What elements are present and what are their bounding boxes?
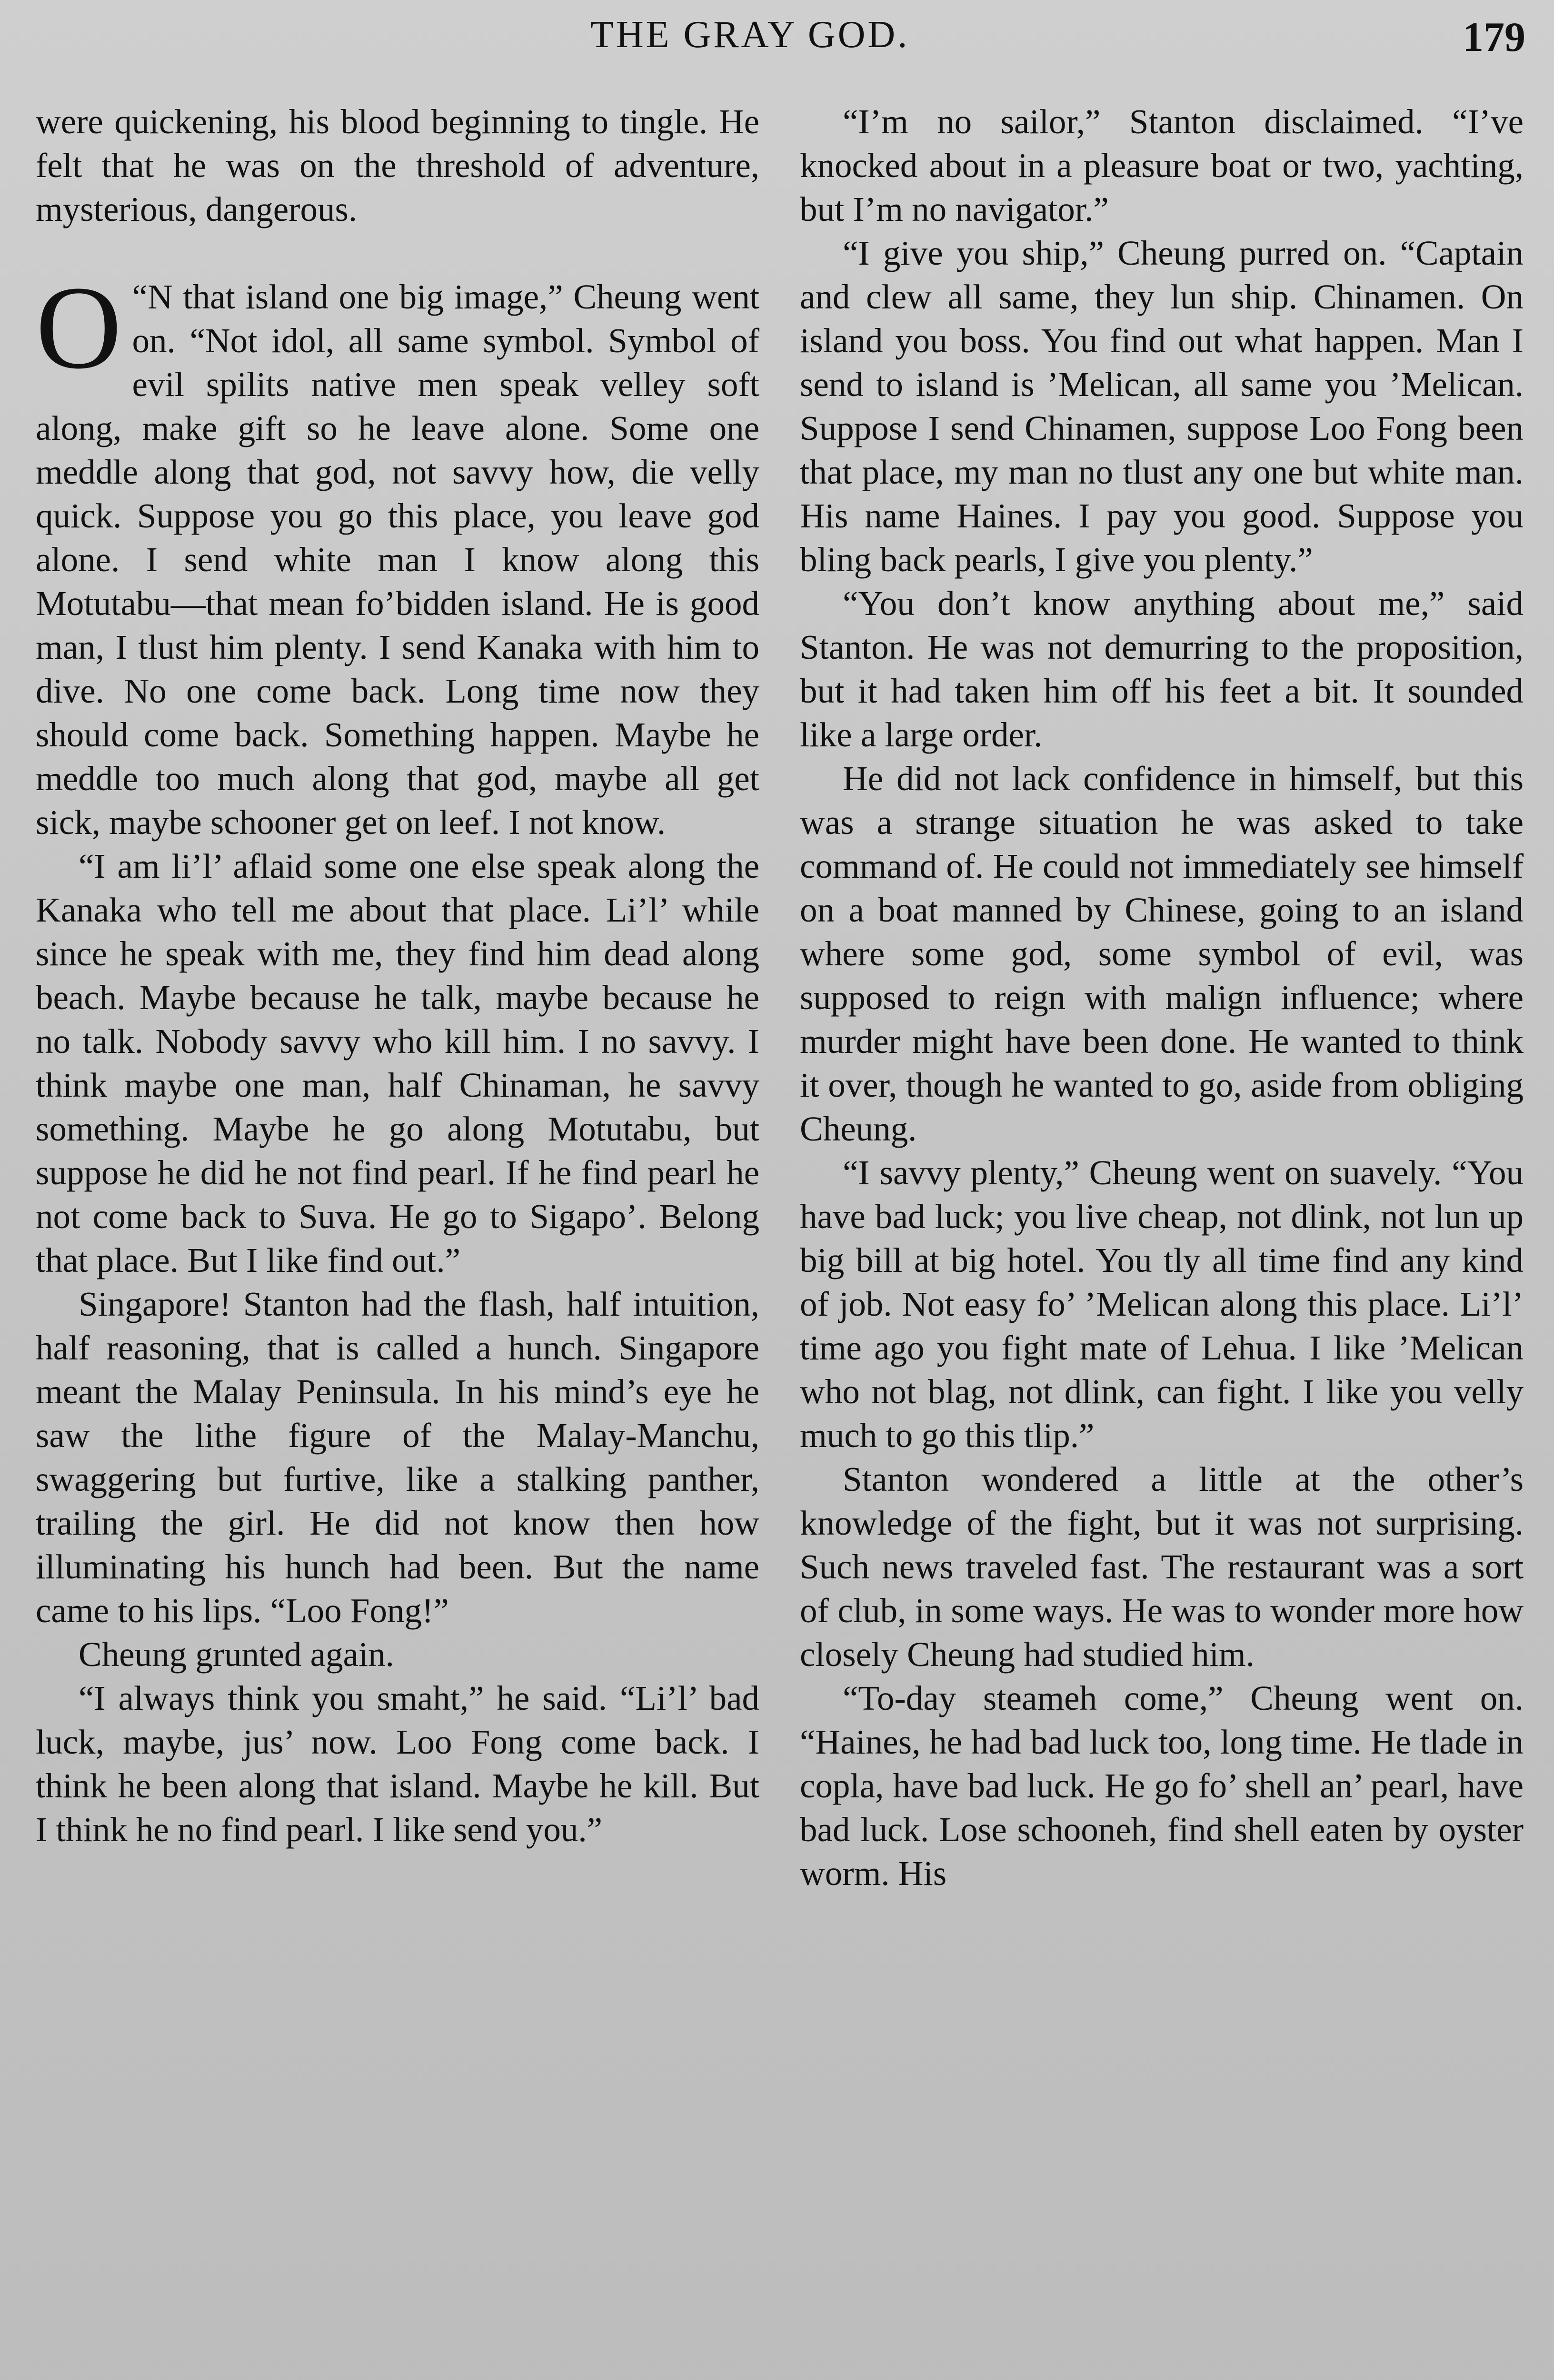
running-title: THE GRAY GOD. — [590, 14, 910, 56]
page-header — [0, 13, 1554, 70]
paragraph: Cheung grunted again. — [79, 1635, 394, 1674]
paragraph: “You don’t know anything about me,” said Stanton. He was not demurring to the proposition, but it had taken him off his feet a bit. It sounded like a large order. — [800, 584, 1524, 754]
paragraph: “I savvy plenty,” Cheung went on suavely. “You have bad luck; you live cheap, not dlink, not lun up big bill at big hotel. You tly all time find any kind of job. Not easy fo’ ’Melican along this place. Li’l’ time ago you fight mate of Lehua. I like ’Melican who not blag, not dlink, can fight. I like you velly much to go this tlip.” — [800, 1153, 1524, 1455]
paragraph: “I always think you smaht,” he said. “Li’l’ bad luck, maybe, jus’ now. Loo Fong come back. I think he been along that island. Maybe he kill. But I think he no find pearl. I like send you.” — [36, 1679, 759, 1849]
dropcap-paragraph — [36, 262, 759, 844]
paragraph: “I am li’l’ aflaid some one else speak along the Kanaka who tell me about that place. Li’l’ while since he speak with me, they find him dead along beach. Maybe because he talk, maybe because he no talk. Nobody savvy who kill him. I no savvy. I think maybe one man, half Chinaman, he savvy something. Maybe he go along Motutabu, but suppose he did he not find pearl. If he find pearl he not come back to Suva. He go to Sigapo’. Belong that place. But I like find out.” — [36, 847, 759, 1279]
paragraph: Stanton wondered a little at the other’s knowledge of the fight, but it was not surprising. Such news traveled fast. The restaurant was a sort of club, in some ways. He was to wonder more how closely Cheung had studied him. — [800, 1460, 1524, 1674]
paragraph: “I give you ship,” Cheung purred on. “Captain and clew all same, they lun ship. Chinamen. On island you boss. You find out what happen. Man I send to island is ’Melican, all same you ’Melican. Suppose I send Chinamen, suppose Loo Fong been that place, my man no tlust any one but white man. His name Haines. I pay you good. Suppose you bling back pearls, I give you plenty.” — [800, 234, 1524, 579]
paragraph: He did not lack confidence in himself, but this was a strange situation he was asked to take command of. He could not immediately see himself on a boat manned by Chinese, going to an island where some god, some symbol of evil, was supposed to reign with malign influence; where murder might have been done. He wanted to think it over, though he wanted to go, aside from obliging Cheung. — [800, 759, 1524, 1148]
page-number: 179 — [1463, 14, 1525, 60]
paragraph: were quickening, his blood beginning to tingle. He felt that he was on the threshold of adventure, mysterious, dangerous. — [36, 102, 759, 228]
paragraph: “To-day steameh come,” Cheung went on. “Haines, he had bad luck too, long time. He tlade in copla, have bad luck. He go fo’ shell an’ pearl, have bad luck. Lose schooneh, find shell eaten by oyster worm. His — [800, 1679, 1524, 1893]
left-column — [36, 100, 759, 1852]
right-column — [800, 100, 1524, 1895]
paragraph: Singapore! Stanton had the flash, half intuition, half reasoning, that is called a hunch. Singapore meant the Malay Peninsula. In his mind’s eye he saw the lithe figure of the Malay-Manchu, swaggering but furtive, like a stalking panther, trailing the girl. He did not know then how illuminating his hunch had been. But the name came to his lips. “Loo Fong!” — [36, 1285, 759, 1630]
drop-cap: O — [36, 262, 122, 394]
paragraph: “I’m no sailor,” Stanton disclaimed. “I’ve knocked about in a pleasure boat or two, yachting, but I’m no navigator.” — [800, 102, 1524, 228]
opening-quote: “ — [132, 278, 148, 316]
dropcap-paragraph-text: N that island one big image,” Cheung went on. “Not idol, all same symbol. Symbol of evil spilits native men speak velley soft along, make gift so he leave alone. Some one meddle along that god, not savvy how, die velly quick. Suppose you go this place, you leave god alone. I send white man I know along this Motutabu—that mean fo’bidden island. He is good man, I tlust him plenty. I send Kanaka with him to dive. No one come back. Long time now they should come back. Something happen. Maybe he meddle too much along that god, maybe all get sick, maybe schooner get on leef. I not know. — [36, 278, 759, 842]
